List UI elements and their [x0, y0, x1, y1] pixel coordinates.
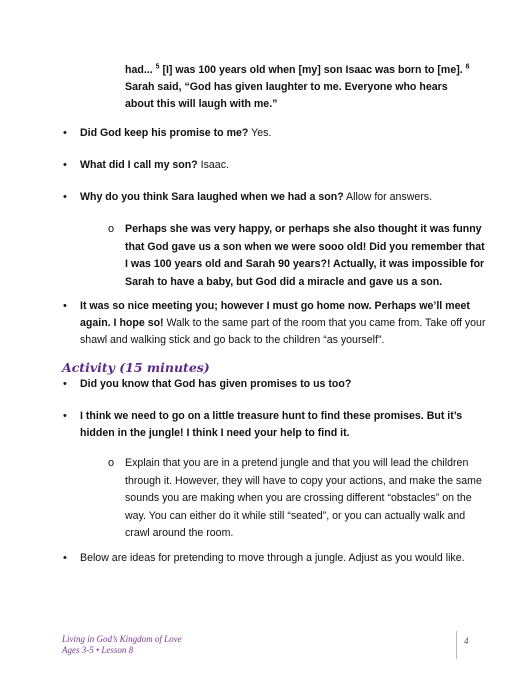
list-item — [63, 189, 490, 206]
page-footer — [62, 634, 182, 656]
list-item — [63, 125, 490, 142]
page-number: 4 — [464, 636, 469, 646]
sub-list-item — [108, 455, 485, 543]
answer-text: Yes. — [248, 127, 272, 139]
circle-bullet-icon: o — [108, 223, 115, 235]
question-text: Why do you think Sara laughed when we had a son? — [80, 191, 344, 203]
scripture-quote — [125, 62, 475, 113]
question-text: Did God keep his promise to me? — [80, 127, 249, 139]
circle-bullet-icon: o — [108, 457, 115, 469]
list-item — [63, 298, 490, 349]
activity-question: Did you know that God has given promises to us too? — [80, 378, 352, 390]
quote-text-3: Sarah said, “God has given laughter to me. Everyone who hears about this will laugh with me.” — [125, 81, 448, 110]
bullet-icon: • — [63, 378, 67, 390]
section-heading: Activity (15 minutes) — [62, 360, 210, 375]
bullet-icon: • — [63, 191, 67, 203]
bullet-icon: • — [63, 552, 67, 564]
verse-number-6: 6 — [465, 63, 470, 71]
list-item — [63, 408, 490, 442]
footer-series-title: Living in God’s Kingdom of Love — [62, 634, 182, 644]
goodbye-text: It was so nice meeting you; however I must go home now. Perhaps we’ll meet again. I hope so! — [80, 300, 470, 329]
bullet-icon: • — [63, 410, 67, 422]
footer-divider — [456, 631, 457, 659]
jungle-ideas-intro: Below are ideas for pretending to move through a jungle. Adjust as you would like. — [80, 552, 465, 564]
sub-list-item — [108, 221, 485, 291]
sample-answer-text: Perhaps she was very happy, or perhaps she also thought it was funny that God gave us a son when we were sooo old! Did you remember that I was 100 years old and Sarah 90 years?! Actually, it was impossible for Sarah to have a baby, but God did a miracle and gave us a son. — [125, 223, 485, 288]
quote-text-1: had... — [125, 64, 156, 76]
bullet-icon: • — [63, 159, 67, 171]
list-item — [63, 376, 490, 393]
quote-text-2: [I] was 100 years old when [my] son Isaac was born to [me]. — [159, 64, 466, 76]
bullet-icon: • — [63, 300, 67, 312]
list-item — [63, 550, 490, 567]
footer-lesson-info: Ages 3-5 • Lesson 8 — [62, 645, 134, 655]
instruction-text: Walk to the same part of the room that you came from. Take off your shawl and walking stick and go back to the children “as yourself”. — [80, 317, 486, 346]
bullet-icon: • — [63, 127, 67, 139]
activity-instructions: Explain that you are in a pretend jungle and that you will lead the children through it. However, they will have to copy your actions, and make the same sounds you are making when you are crossing different “obstacles” on the way. You can either do it while still “seated”, or you can actually walk and crawl around the room. — [125, 457, 482, 539]
answer-text: Allow for answers. — [343, 191, 433, 203]
list-item — [63, 157, 490, 174]
question-text: What did I call my son? — [80, 159, 198, 171]
activity-prompt: I think we need to go on a little treasure hunt to find these promises. But it’s hidden in the jungle! I think I need your help to find it. — [80, 410, 463, 439]
answer-text: Isaac. — [197, 159, 229, 171]
verse-number-5: 5 — [155, 63, 160, 71]
